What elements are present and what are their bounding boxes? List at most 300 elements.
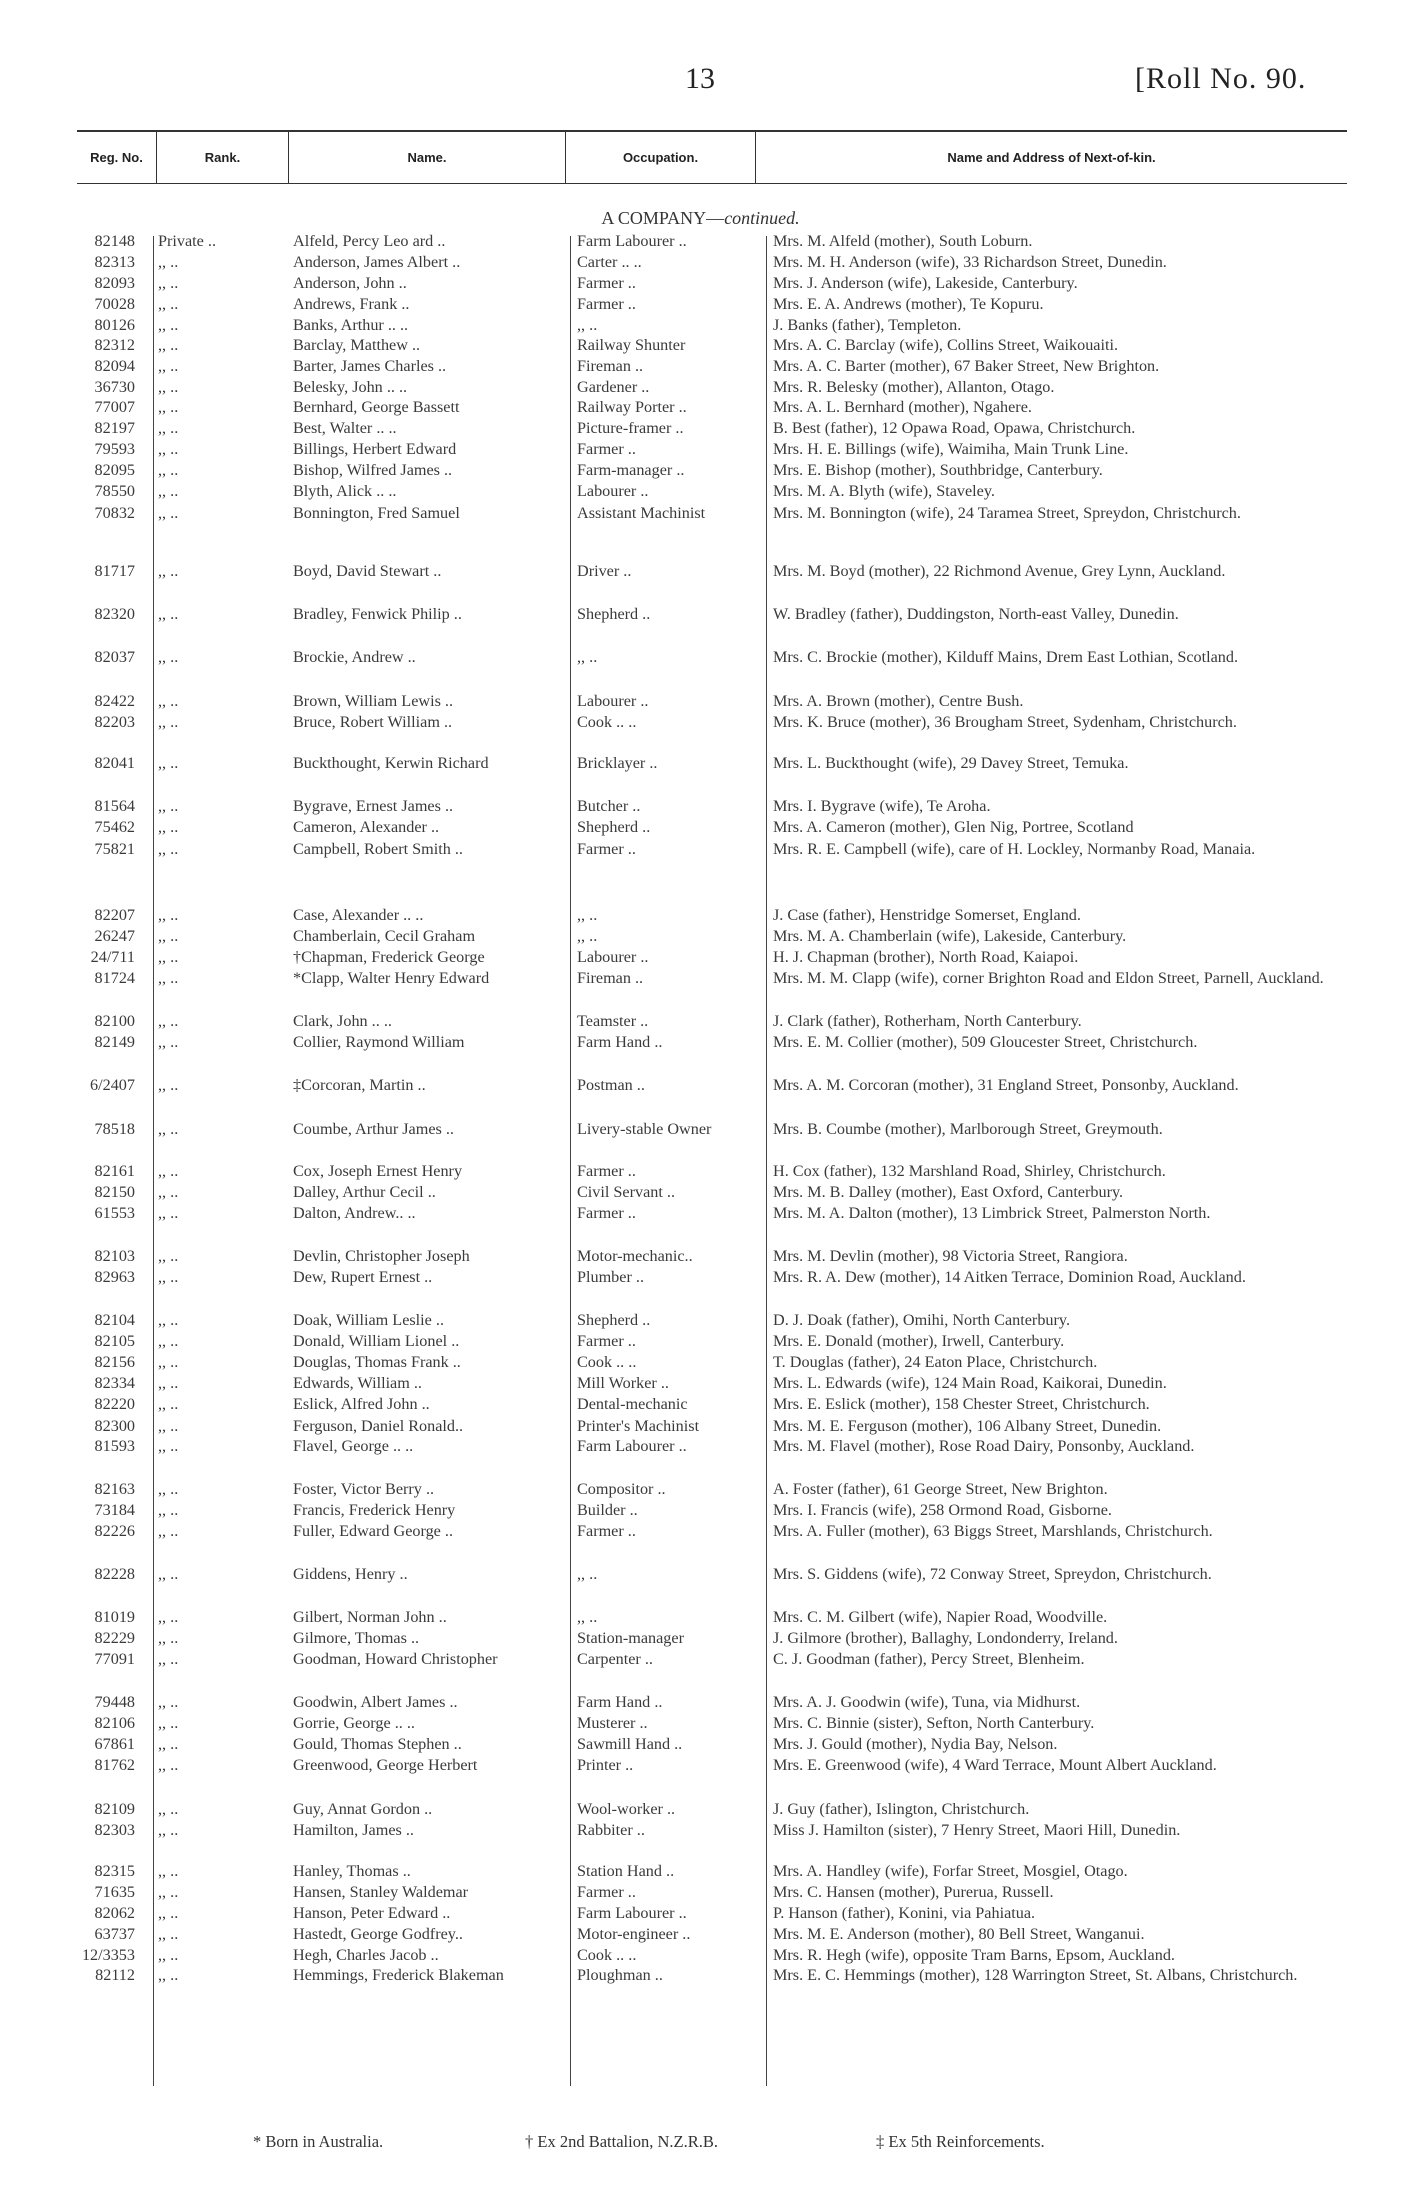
occupation: Rabbiter .. — [577, 1821, 645, 1839]
reg-number: 82103 — [94, 1247, 135, 1265]
occupation: Farmer .. — [577, 440, 636, 458]
soldier-name: Dalton, Andrew.. .. — [293, 1204, 416, 1222]
next-of-kin: P. Hanson (father), Konini, via Pahiatua. — [773, 1904, 1036, 1922]
footnote-born-australia: * Born in Australia. — [253, 2132, 384, 2151]
soldier-name: Guy, Annat Gordon .. — [293, 1800, 433, 1818]
next-of-kin: Mrs. E. M. Collier (mother), 509 Gloucester Street, Christchurch. — [773, 1033, 1198, 1051]
next-of-kin: Mrs. A. M. Corcoran (mother), 31 England Street, Ponsonby, Auckland. — [773, 1076, 1239, 1094]
reg-number: 81724 — [94, 969, 135, 987]
soldier-name: Hastedt, George Godfrey.. — [293, 1925, 463, 1943]
occupation: Shepherd .. — [577, 605, 651, 623]
rank: ,, .. — [158, 378, 179, 396]
next-of-kin: J. Clark (father), Rotherham, North Canterbury. — [773, 1012, 1082, 1030]
reg-number: 81717 — [94, 562, 135, 580]
reg-number: 82062 — [94, 1904, 135, 1922]
next-of-kin: Mrs. M. A. Chamberlain (wife), Lakeside, Canterbury. — [773, 927, 1127, 945]
soldier-name: Banks, Arthur .. .. — [293, 316, 409, 334]
next-of-kin: Mrs. J. Anderson (wife), Lakeside, Canterbury. — [773, 274, 1078, 292]
reg-number: 82104 — [94, 1311, 135, 1329]
rank: ,, .. — [158, 1204, 179, 1222]
rank: ,, .. — [158, 295, 179, 313]
occupation: Farmer .. — [577, 1332, 636, 1350]
rank: ,, .. — [158, 1522, 179, 1540]
reg-number: 75462 — [94, 818, 135, 836]
occupation: ,, .. — [577, 648, 598, 666]
rank: ,, .. — [158, 1821, 179, 1839]
occupation: Plumber .. — [577, 1268, 644, 1286]
soldier-name: Cameron, Alexander .. — [293, 818, 440, 836]
rank: ,, .. — [158, 1904, 179, 1922]
reg-number: 82303 — [94, 1821, 135, 1839]
rank: ,, .. — [158, 1735, 179, 1753]
soldier-name: Anderson, James Albert .. — [293, 253, 461, 271]
reg-number: 6/2407 — [90, 1076, 135, 1094]
header-next-of-kin: Name and Address of Next-of-kin. — [947, 149, 1156, 165]
soldier-name: Clark, John .. .. — [293, 1012, 392, 1030]
reg-number: 78550 — [94, 482, 135, 500]
next-of-kin: Miss J. Hamilton (sister), 7 Henry Street, Maori Hill, Dunedin. — [773, 1821, 1181, 1839]
rank: ,, .. — [158, 1650, 179, 1668]
reg-number: 82229 — [94, 1629, 135, 1647]
occupation: Farm Labourer .. — [577, 1437, 687, 1455]
reg-number: 82105 — [94, 1332, 135, 1350]
reg-number: 82106 — [94, 1714, 135, 1732]
rank: ,, .. — [158, 1946, 179, 1964]
occupation: Labourer .. — [577, 948, 649, 966]
soldier-name: Campbell, Robert Smith .. — [293, 840, 463, 858]
next-of-kin: Mrs. S. Giddens (wife), 72 Conway Street, Spreydon, Christchurch. — [773, 1565, 1212, 1583]
occupation: Wool-worker .. — [577, 1800, 676, 1818]
rank: ,, .. — [158, 1247, 179, 1265]
next-of-kin: Mrs. L. Edwards (wife), 124 Main Road, Kaikorai, Dunedin. — [773, 1374, 1167, 1392]
soldier-name: Devlin, Christopher Joseph — [293, 1247, 470, 1265]
soldier-name: Hegh, Charles Jacob .. — [293, 1946, 439, 1964]
occupation: Labourer .. — [577, 482, 649, 500]
rank: ,, .. — [158, 1800, 179, 1818]
rank: ,, .. — [158, 754, 179, 772]
section-title: A COMPANY— — [601, 208, 725, 228]
footnote-ex-5th-reinforcements: ‡ Ex 5th Reinforcements. — [876, 2132, 1045, 2151]
reg-number: 82320 — [94, 605, 135, 623]
rank: ,, .. — [158, 927, 179, 945]
soldier-name: Brockie, Andrew .. — [293, 648, 416, 666]
reg-number: 67861 — [94, 1735, 135, 1753]
reg-number: 82422 — [94, 692, 135, 710]
soldier-name: Doak, William Leslie .. — [293, 1311, 444, 1329]
occupation: Printer's Machinist — [577, 1417, 700, 1435]
occupation: Farm-manager .. — [577, 461, 685, 479]
next-of-kin: Mrs. E. C. Hemmings (mother), 128 Warrington Street, St. Albans, Christchurch. — [773, 1966, 1298, 1984]
soldier-name: Flavel, George .. .. — [293, 1437, 414, 1455]
rank: ,, .. — [158, 818, 179, 836]
next-of-kin: J. Case (father), Henstridge Somerset, England. — [773, 906, 1081, 924]
rank: ,, .. — [158, 336, 179, 354]
reg-number: 82161 — [94, 1162, 135, 1180]
occupation: Postman .. — [577, 1076, 645, 1094]
rank: ,, .. — [158, 840, 179, 858]
soldier-name: Barclay, Matthew .. — [293, 336, 421, 354]
reg-number: 73184 — [94, 1501, 135, 1519]
soldier-name: Gilmore, Thomas .. — [293, 1629, 420, 1647]
soldier-name: Blyth, Alick .. .. — [293, 482, 397, 500]
rank: ,, .. — [158, 461, 179, 479]
soldier-name: Bernhard, George Bassett — [293, 398, 460, 416]
next-of-kin: Mrs. R. E. Campbell (wife), care of H. Lockley, Normanby Road, Manaia. — [773, 840, 1256, 858]
occupation: Farm Hand .. — [577, 1693, 663, 1711]
next-of-kin: Mrs. C. Binnie (sister), Sefton, North Canterbury. — [773, 1714, 1095, 1732]
reg-number: 82041 — [94, 754, 135, 772]
header-rule-bottom — [77, 183, 1347, 184]
roll-number: [Roll No. 90. — [1135, 62, 1307, 95]
next-of-kin: Mrs. I. Francis (wife), 258 Ormond Road, Gisborne. — [773, 1501, 1112, 1519]
next-of-kin: Mrs. A. J. Goodwin (wife), Tuna, via Midhurst. — [773, 1693, 1081, 1711]
rank: ,, .. — [158, 440, 179, 458]
next-of-kin: J. Gilmore (brother), Ballaghy, Londonderry, Ireland. — [773, 1629, 1118, 1647]
soldier-name: Coumbe, Arthur James .. — [293, 1120, 454, 1138]
occupation: Motor-engineer .. — [577, 1925, 691, 1943]
occupation: Bricklayer .. — [577, 754, 658, 772]
next-of-kin: Mrs. A. L. Bernhard (mother), Ngahere. — [773, 398, 1032, 416]
soldier-name: Bradley, Fenwick Philip .. — [293, 605, 462, 623]
soldier-name: Fuller, Edward George .. — [293, 1522, 453, 1540]
reg-number: 81593 — [94, 1437, 135, 1455]
next-of-kin: Mrs. M. M. Clapp (wife), corner Brighton Road and Eldon Street, Parnell, Auckland. — [773, 969, 1324, 987]
rank: ,, .. — [158, 1012, 179, 1030]
rank: ,, .. — [158, 316, 179, 334]
rank: ,, .. — [158, 1417, 179, 1435]
rank: ,, .. — [158, 274, 179, 292]
next-of-kin: Mrs. C. Brockie (mother), Kilduff Mains, Drem East Lothian, Scotland. — [773, 648, 1239, 666]
reg-number: 82312 — [94, 336, 135, 354]
occupation: Farmer .. — [577, 274, 636, 292]
column-rule-kin — [766, 236, 767, 2086]
soldier-name: Bonnington, Fred Samuel — [293, 504, 460, 522]
rank: ,, .. — [158, 948, 179, 966]
reg-number: 81019 — [94, 1608, 135, 1626]
rank: ,, .. — [158, 1353, 179, 1371]
soldier-name: Bruce, Robert William .. — [293, 713, 453, 731]
soldier-name: Hanley, Thomas .. — [293, 1862, 411, 1880]
header-name: Name. — [289, 131, 566, 183]
rank: ,, .. — [158, 1162, 179, 1180]
reg-number: 82207 — [94, 906, 135, 924]
next-of-kin: A. Foster (father), 61 George Street, New Brighton. — [773, 1480, 1108, 1498]
next-of-kin: Mrs. M. E. Ferguson (mother), 106 Albany Street, Dunedin. — [773, 1417, 1162, 1435]
table-header — [77, 131, 1347, 183]
reg-number: 82149 — [94, 1033, 135, 1051]
reg-number: 82093 — [94, 274, 135, 292]
rank: ,, .. — [158, 1565, 179, 1583]
occupation: Farmer .. — [577, 1522, 636, 1540]
occupation: Farmer .. — [577, 1883, 636, 1901]
rank: ,, .. — [158, 1120, 179, 1138]
next-of-kin: Mrs. B. Coumbe (mother), Marlborough Street, Greymouth. — [773, 1120, 1163, 1138]
next-of-kin: Mrs. K. Bruce (mother), 36 Brougham Street, Sydenham, Christchurch. — [773, 713, 1237, 731]
occupation: Shepherd .. — [577, 1311, 651, 1329]
occupation: Picture-framer .. — [577, 419, 684, 437]
next-of-kin: Mrs. J. Gould (mother), Nydia Bay, Nelson. — [773, 1735, 1058, 1753]
next-of-kin: Mrs. M. E. Anderson (mother), 80 Bell Street, Wanganui. — [773, 1925, 1145, 1943]
occupation: Assistant Machinist — [577, 504, 706, 522]
occupation: ,, .. — [577, 316, 598, 334]
rank: ,, .. — [158, 1374, 179, 1392]
soldier-name: Billings, Herbert Edward — [293, 440, 457, 458]
next-of-kin: H. Cox (father), 132 Marshland Road, Shirley, Christchurch. — [773, 1162, 1166, 1180]
occupation: Fireman .. — [577, 969, 644, 987]
reg-number: 82226 — [94, 1522, 135, 1540]
occupation: ,, .. — [577, 1608, 598, 1626]
reg-number: 75821 — [94, 840, 135, 858]
soldier-name: Alfeld, Percy Leo ard .. — [293, 232, 446, 250]
next-of-kin: J. Banks (father), Templeton. — [773, 316, 962, 334]
occupation: Farmer .. — [577, 840, 636, 858]
reg-number: 82228 — [94, 1565, 135, 1583]
reg-number: 82220 — [94, 1395, 135, 1413]
next-of-kin: Mrs. E. A. Andrews (mother), Te Kopuru. — [773, 295, 1044, 313]
next-of-kin: Mrs. E. Eslick (mother), 158 Chester Street, Christchurch. — [773, 1395, 1150, 1413]
reg-number: 79593 — [94, 440, 135, 458]
occupation: Printer .. — [577, 1756, 634, 1774]
rank: ,, .. — [158, 1395, 179, 1413]
soldier-name: Anderson, John .. — [293, 274, 407, 292]
next-of-kin: Mrs. R. Hegh (wife), opposite Tram Barns, Epsom, Auckland. — [773, 1946, 1175, 1964]
occupation: Gardener .. — [577, 378, 650, 396]
rank: ,, .. — [158, 969, 179, 987]
soldier-name: Andrews, Frank .. — [293, 295, 410, 313]
next-of-kin: Mrs. E. Donald (mother), Irwell, Canterbury. — [773, 1332, 1065, 1350]
next-of-kin: Mrs. M. Boyd (mother), 22 Richmond Avenue, Grey Lynn, Auckland. — [773, 562, 1226, 580]
occupation: Cook .. .. — [577, 713, 637, 731]
reg-number: 26247 — [94, 927, 135, 945]
occupation: Ploughman .. — [577, 1966, 663, 1984]
occupation: Labourer .. — [577, 692, 649, 710]
rank: ,, .. — [158, 482, 179, 500]
column-rule-rank — [153, 236, 154, 2086]
reg-number: 82156 — [94, 1353, 135, 1371]
occupation: Livery-stable Owner — [577, 1120, 712, 1138]
rank: ,, .. — [158, 504, 179, 522]
occupation: Railway Shunter — [577, 336, 686, 354]
reg-number: 61553 — [94, 1204, 135, 1222]
soldier-name: Eslick, Alfred John .. — [293, 1395, 430, 1413]
occupation: Carter .. .. — [577, 253, 642, 271]
next-of-kin: D. J. Doak (father), Omihi, North Canterbury. — [773, 1311, 1070, 1329]
soldier-name: *Clapp, Walter Henry Edward — [293, 969, 490, 987]
reg-number: 79448 — [94, 1693, 135, 1711]
occupation: Fireman .. — [577, 357, 644, 375]
next-of-kin: Mrs. H. E. Billings (wife), Waimiha, Main Trunk Line. — [773, 440, 1129, 458]
header-rank: Rank. — [157, 131, 289, 183]
occupation: Sawmill Hand .. — [577, 1735, 683, 1753]
occupation: Farmer .. — [577, 1162, 636, 1180]
reg-number: 63737 — [94, 1925, 135, 1943]
rank: ,, .. — [158, 1629, 179, 1647]
next-of-kin: Mrs. C. M. Gilbert (wife), Napier Road, Woodville. — [773, 1608, 1108, 1626]
soldier-name: Cox, Joseph Ernest Henry — [293, 1162, 463, 1180]
rank: ,, .. — [158, 419, 179, 437]
occupation: Butcher .. — [577, 797, 641, 815]
rank: ,, .. — [158, 1183, 179, 1201]
next-of-kin: W. Bradley (father), Duddingston, North-east Valley, Dunedin. — [773, 605, 1179, 623]
rank: ,, .. — [158, 1437, 179, 1455]
reg-number: 82315 — [94, 1862, 135, 1880]
page-number: 13 — [685, 62, 715, 95]
soldier-name: Best, Walter .. .. — [293, 419, 397, 437]
section-continued: continued. — [724, 208, 800, 228]
soldier-name: †Chapman, Frederick George — [293, 948, 485, 966]
occupation: Civil Servant .. — [577, 1183, 676, 1201]
next-of-kin: Mrs. M. Devlin (mother), 98 Victoria Street, Rangiora. — [773, 1247, 1128, 1265]
soldier-name: Hanson, Peter Edward .. — [293, 1904, 451, 1922]
occupation: Farm Hand .. — [577, 1033, 663, 1051]
occupation: Builder .. — [577, 1501, 638, 1519]
reg-number: 82163 — [94, 1480, 135, 1498]
occupation: Railway Porter .. — [577, 398, 687, 416]
rank: ,, .. — [158, 1501, 179, 1519]
soldier-name: Bishop, Wilfred James .. — [293, 461, 453, 479]
reg-number: 36730 — [94, 378, 135, 396]
reg-number: 82203 — [94, 713, 135, 731]
next-of-kin: H. J. Chapman (brother), North Road, Kaiapoi. — [773, 948, 1079, 966]
reg-number: 77007 — [94, 398, 135, 416]
footnote-ex-2nd-battalion: † Ex 2nd Battalion, N.Z.R.B. — [525, 2132, 718, 2151]
soldier-name: Buckthought, Kerwin Richard — [293, 754, 489, 772]
next-of-kin: Mrs. M. Alfeld (mother), South Loburn. — [773, 232, 1033, 250]
occupation: Dental-mechanic — [577, 1395, 688, 1413]
soldier-name: Dew, Rupert Ernest .. — [293, 1268, 433, 1286]
rank: ,, .. — [158, 1332, 179, 1350]
soldier-name: Hemmings, Frederick Blakeman — [293, 1966, 504, 1984]
rank: ,, .. — [158, 648, 179, 666]
next-of-kin: Mrs. M. A. Dalton (mother), 13 Limbrick Street, Palmerston North. — [773, 1204, 1211, 1222]
occupation: Shepherd .. — [577, 818, 651, 836]
occupation: Farmer .. — [577, 295, 636, 313]
occupation: Station Hand .. — [577, 1862, 675, 1880]
next-of-kin: Mrs. M. Flavel (mother), Rose Road Dairy, Ponsonby, Auckland. — [773, 1437, 1195, 1455]
soldier-name: Gilbert, Norman John .. — [293, 1608, 447, 1626]
occupation: Farmer .. — [577, 1204, 636, 1222]
soldier-name: Hansen, Stanley Waldemar — [293, 1883, 469, 1901]
next-of-kin: Mrs. A. C. Barter (mother), 67 Baker Street, New Brighton. — [773, 357, 1160, 375]
next-of-kin: Mrs. C. Hansen (mother), Purerua, Russell. — [773, 1883, 1054, 1901]
next-of-kin: Mrs. A. C. Barclay (wife), Collins Street, Waikouaiti. — [773, 336, 1119, 354]
next-of-kin: Mrs. A. Fuller (mother), 63 Biggs Street, Marshlands, Christchurch. — [773, 1522, 1213, 1540]
reg-number: 81762 — [94, 1756, 135, 1774]
next-of-kin: Mrs. E. Bishop (mother), Southbridge, Canterbury. — [773, 461, 1103, 479]
soldier-name: Belesky, John .. .. — [293, 378, 408, 396]
reg-number: 80126 — [94, 316, 135, 334]
reg-number: 70028 — [94, 295, 135, 313]
soldier-name: Giddens, Henry .. — [293, 1565, 408, 1583]
occupation: Station-manager — [577, 1629, 684, 1647]
occupation: Motor-mechanic.. — [577, 1247, 693, 1265]
soldier-name: Collier, Raymond William — [293, 1033, 465, 1051]
soldier-name: Gorrie, George .. .. — [293, 1714, 415, 1732]
reg-number: 24/711 — [90, 948, 135, 966]
reg-number: 70832 — [94, 504, 135, 522]
soldier-name: Douglas, Thomas Frank .. — [293, 1353, 461, 1371]
rank: ,, .. — [158, 906, 179, 924]
reg-number: 82037 — [94, 648, 135, 666]
reg-number: 82300 — [94, 1417, 135, 1435]
rank: ,, .. — [158, 713, 179, 731]
reg-number: 12/3353 — [81, 1946, 135, 1964]
next-of-kin: Mrs. M. Bonnington (wife), 24 Taramea Street, Spreydon, Christchurch. — [773, 504, 1241, 522]
rank: ,, .. — [158, 605, 179, 623]
soldier-name: Barter, James Charles .. — [293, 357, 447, 375]
reg-number: 82109 — [94, 1800, 135, 1818]
next-of-kin: Mrs. M. B. Dalley (mother), East Oxford, Canterbury. — [773, 1183, 1124, 1201]
occupation: Farm Labourer .. — [577, 1904, 687, 1922]
soldier-name: Brown, William Lewis .. — [293, 692, 454, 710]
occupation: Driver .. — [577, 562, 632, 580]
rank: ,, .. — [158, 1076, 179, 1094]
reg-number: 82100 — [94, 1012, 135, 1030]
rank: ,, .. — [158, 1925, 179, 1943]
occupation: ,, .. — [577, 1565, 598, 1583]
occupation: Compositor .. — [577, 1480, 666, 1498]
reg-number: 82094 — [94, 357, 135, 375]
column-rule-occupation — [570, 236, 571, 2086]
next-of-kin: Mrs. A. Brown (mother), Centre Bush. — [773, 692, 1024, 710]
reg-number: 82112 — [95, 1966, 135, 1984]
rank: ,, .. — [158, 1311, 179, 1329]
next-of-kin: Mrs. E. Greenwood (wife), 4 Ward Terrace, Mount Albert Auckland. — [773, 1756, 1217, 1774]
reg-number: 82095 — [94, 461, 135, 479]
soldier-name: Greenwood, George Herbert — [293, 1756, 478, 1774]
occupation: Teamster .. — [577, 1012, 649, 1030]
soldier-name: Bygrave, Ernest James .. — [293, 797, 454, 815]
next-of-kin: T. Douglas (father), 24 Eaton Place, Christchurch. — [773, 1353, 1098, 1371]
rank: ,, .. — [158, 253, 179, 271]
soldier-name: Dalley, Arthur Cecil .. — [293, 1183, 436, 1201]
next-of-kin: B. Best (father), 12 Opawa Road, Opawa, Christchurch. — [773, 419, 1136, 437]
soldier-name: Francis, Frederick Henry — [293, 1501, 456, 1519]
next-of-kin: C. J. Goodman (father), Percy Street, Blenheim. — [773, 1650, 1085, 1668]
next-of-kin: Mrs. I. Bygrave (wife), Te Aroha. — [773, 797, 991, 815]
occupation: ,, .. — [577, 927, 598, 945]
next-of-kin: Mrs. R. Belesky (mother), Allanton, Otago. — [773, 378, 1055, 396]
next-of-kin: J. Guy (father), Islington, Christchurch. — [773, 1800, 1030, 1818]
next-of-kin: Mrs. M. H. Anderson (wife), 33 Richardson Street, Dunedin. — [773, 253, 1167, 271]
soldier-name: Goodman, Howard Christopher — [293, 1650, 498, 1668]
soldier-name: Gould, Thomas Stephen .. — [293, 1735, 462, 1753]
next-of-kin: Mrs. L. Buckthought (wife), 29 Davey Street, Temuka. — [773, 754, 1129, 772]
rank: ,, .. — [158, 1966, 179, 1984]
next-of-kin: Mrs. A. Handley (wife), Forfar Street, Mosgiel, Otago. — [773, 1862, 1128, 1880]
rank: ,, .. — [158, 1714, 179, 1732]
reg-number: 82148 — [94, 232, 135, 250]
soldier-name: Case, Alexander .. .. — [293, 906, 424, 924]
occupation: Mill Worker .. — [577, 1374, 669, 1392]
rank: ,, .. — [158, 562, 179, 580]
soldier-name: Goodwin, Albert James .. — [293, 1693, 458, 1711]
reg-number: 82150 — [94, 1183, 135, 1201]
next-of-kin: Mrs. A. Cameron (mother), Glen Nig, Portree, Scotland — [773, 818, 1134, 836]
occupation: Carpenter .. — [577, 1650, 653, 1668]
occupation: Musterer .. — [577, 1714, 648, 1732]
soldier-name: Edwards, William .. — [293, 1374, 422, 1392]
soldier-name: Chamberlain, Cecil Graham — [293, 927, 476, 945]
section-heading — [0, 208, 1401, 229]
soldier-name: Boyd, David Stewart .. — [293, 562, 442, 580]
soldier-name: Donald, William Lionel .. — [293, 1332, 460, 1350]
reg-number: 81564 — [94, 797, 135, 815]
rank: ,, .. — [158, 1693, 179, 1711]
rank: ,, .. — [158, 797, 179, 815]
rank: ,, .. — [158, 1608, 179, 1626]
soldier-name: Hamilton, James .. — [293, 1821, 414, 1839]
